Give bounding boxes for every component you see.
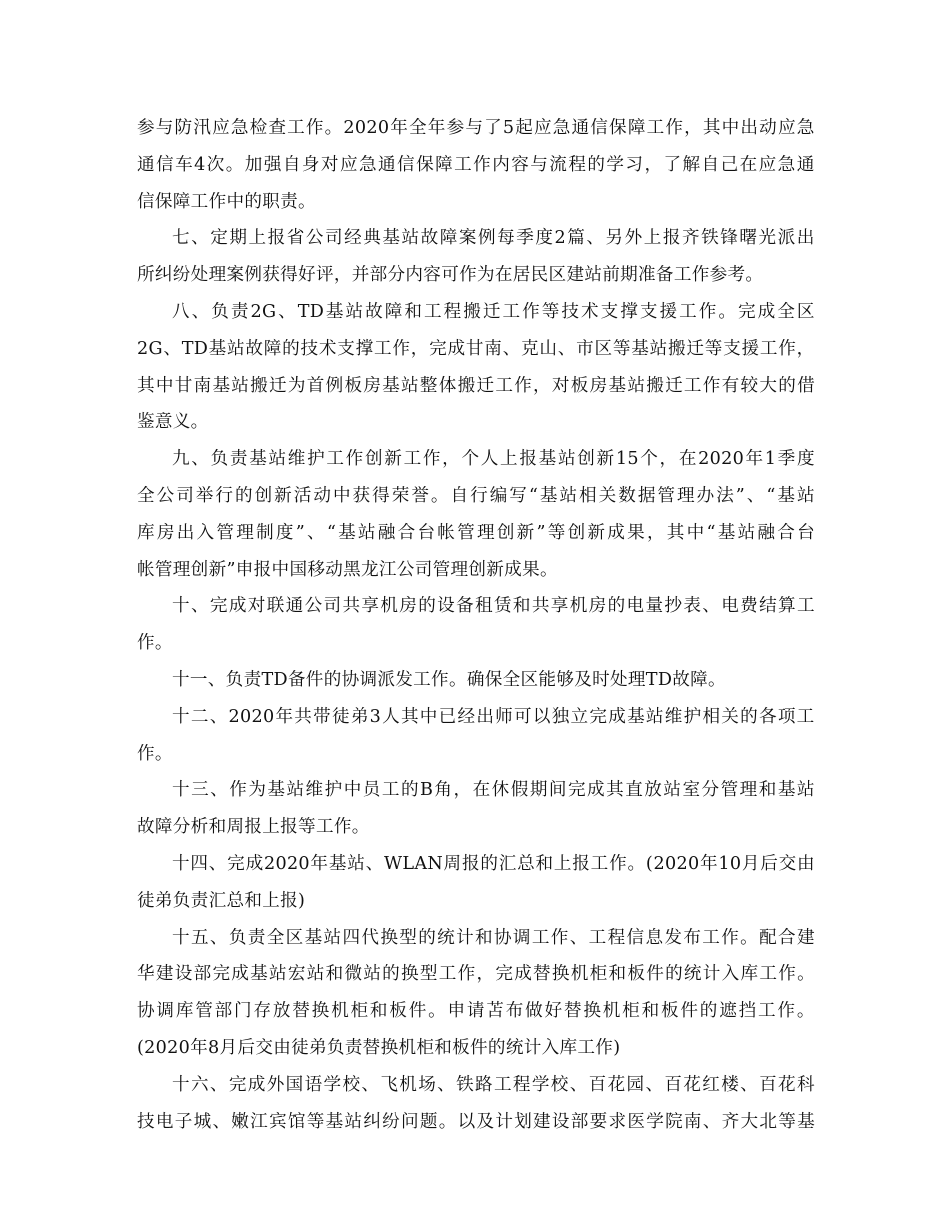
text-line: 鉴意义。: [137, 412, 209, 433]
text-line: 十 二 、 2020 年 共 带 徒 弟 3 人 其 中 已 经 出 师 可 以 独 立 完 成 基 站 维 护 相 关 的 各 项 工: [172, 706, 815, 727]
text-line: 作。: [137, 743, 173, 764]
text-line: 华 建 设 部 完 成 基 站 宏 站 和 微 站 的 换 型 工 作 ， 完 成 替 换 机 柜 和 板 件 的 统 计 入 库 工 作 。: [137, 964, 815, 985]
text-line: 帐管理创新”申报中国移动黑龙江公司管理创新成果。: [137, 559, 558, 580]
text-line: 九 、 负 责 基 站 维 护 工 作 创 新 工 作 ， 个 人 上 报 基 站 创 新 15 个 ， 在 2020 年 1 季 度: [172, 449, 815, 470]
text-line: 参 与 防 汛 应 急 检 查 工 作 。 2020 年 全 年 参 与 了 5 起 应 急 通 信 保 障 工 作 ， 其 中 出 动 应 急: [137, 118, 815, 138]
text-line: (2020年8月后交由徒弟负责替换机柜和板件的统计入库工作): [137, 1037, 621, 1058]
text-line: 作。: [137, 633, 173, 654]
text-line: 十 五 、 负 责 全 区 基 站 四 代 换 型 的 统 计 和 协 调 工 作 、 工 程 信 息 发 布 工 作 。 配 合 建: [172, 927, 815, 948]
text-line: 其 中 甘 南 基 站 搬 迁 为 首 例 板 房 基 站 整 体 搬 迁 工 作 ， 对 板 房 基 站 搬 迁 工 作 有 较 大 的 借: [137, 375, 815, 396]
text-line: 十 三 、 作 为 基 站 维 护 中 员 工 的 B 角 ， 在 休 假 期 间 完 成 其 直 放 站 室 分 管 理 和 基 站: [172, 780, 815, 801]
text-line: 协 调 库 管 部 门 存 放 替 换 机 柜 和 板 件 。 申 请 苫 布 做 好 替 换 机 柜 和 板 件 的 遮 挡 工 作 。: [137, 1001, 815, 1022]
text-line: 技 电 子 城 、 嫩 江 宾 馆 等 基 站 纠 纷 问 题 。 以 及 计 划 建 设 部 要 求 医 学 院 南 、 齐 大 北 等 基: [137, 1111, 815, 1132]
text-line: 徒弟负责汇总和上报): [137, 890, 306, 911]
text-line: 库 房 出 入 管 理 制 度 ” 、 “ 基 站 融 合 台 帐 管 理 创 新 ” 等 创 新 成 果 ， 其 中 “ 基 站 融 合 台: [137, 522, 815, 543]
text-line: 七 、 定 期 上 报 省 公 司 经 典 基 站 故 障 案 例 每 季 度 2 篇 、 另 外 上 报 齐 铁 锋 曙 光 派 出: [172, 228, 815, 249]
text-line: 故障分析和周报上报等工作。: [137, 817, 370, 838]
text-line: 所纠纷处理案例获得好评，并部分内容可作为在居民区建站前期准备工作参考。: [137, 265, 764, 286]
text-line: 十一、负责TD备件的协调派发工作。确保全区能够及时处理TD故障。: [172, 669, 726, 690]
text-line: 十 六 、 完 成 外 国 语 学 校 、 飞 机 场 、 铁 路 工 程 学 校 、 百 花 园 、 百 花 红 楼 、 百 花 科: [172, 1074, 815, 1095]
text-line: 十 四 、 完 成 2020 年 基 站 、 WLAN 周 报 的 汇 总 和 上 报 工 作 。 ( 2020 年 10 月 后 交 由: [172, 853, 815, 874]
text-line: 2G 、 TD 基 站 故 障 的 技 术 支 撑 工 作 ， 完 成 甘 南 、 克 山 、 市 区 等 基 站 搬 迁 等 支 援 工 作 ，: [137, 338, 815, 359]
document-page: [137, 110, 815, 1140]
text-line: 通 信 车 4 次 。 加 强 自 身 对 应 急 通 信 保 障 工 作 内 容 与 流 程 的 学 习 ， 了 解 自 己 在 应 急 通: [137, 154, 815, 175]
text-line: 八 、 负 责 2G 、 TD 基 站 故 障 和 工 程 搬 迁 工 作 等 技 术 支 撑 支 援 工 作 。 完 成 全 区: [172, 301, 815, 322]
text-line: 全 公 司 举 行 的 创 新 活 动 中 获 得 荣 誉 。 自 行 编 写 “ 基 站 相 关 数 据 管 理 办 法 ” 、 “ 基 站: [137, 485, 815, 506]
text-line: 信保障工作中的职责。: [137, 191, 316, 212]
text-line: 十 、 完 成 对 联 通 公 司 共 享 机 房 的 设 备 租 赁 和 共 享 机 房 的 电 量 抄 表 、 电 费 结 算 工: [172, 596, 815, 617]
